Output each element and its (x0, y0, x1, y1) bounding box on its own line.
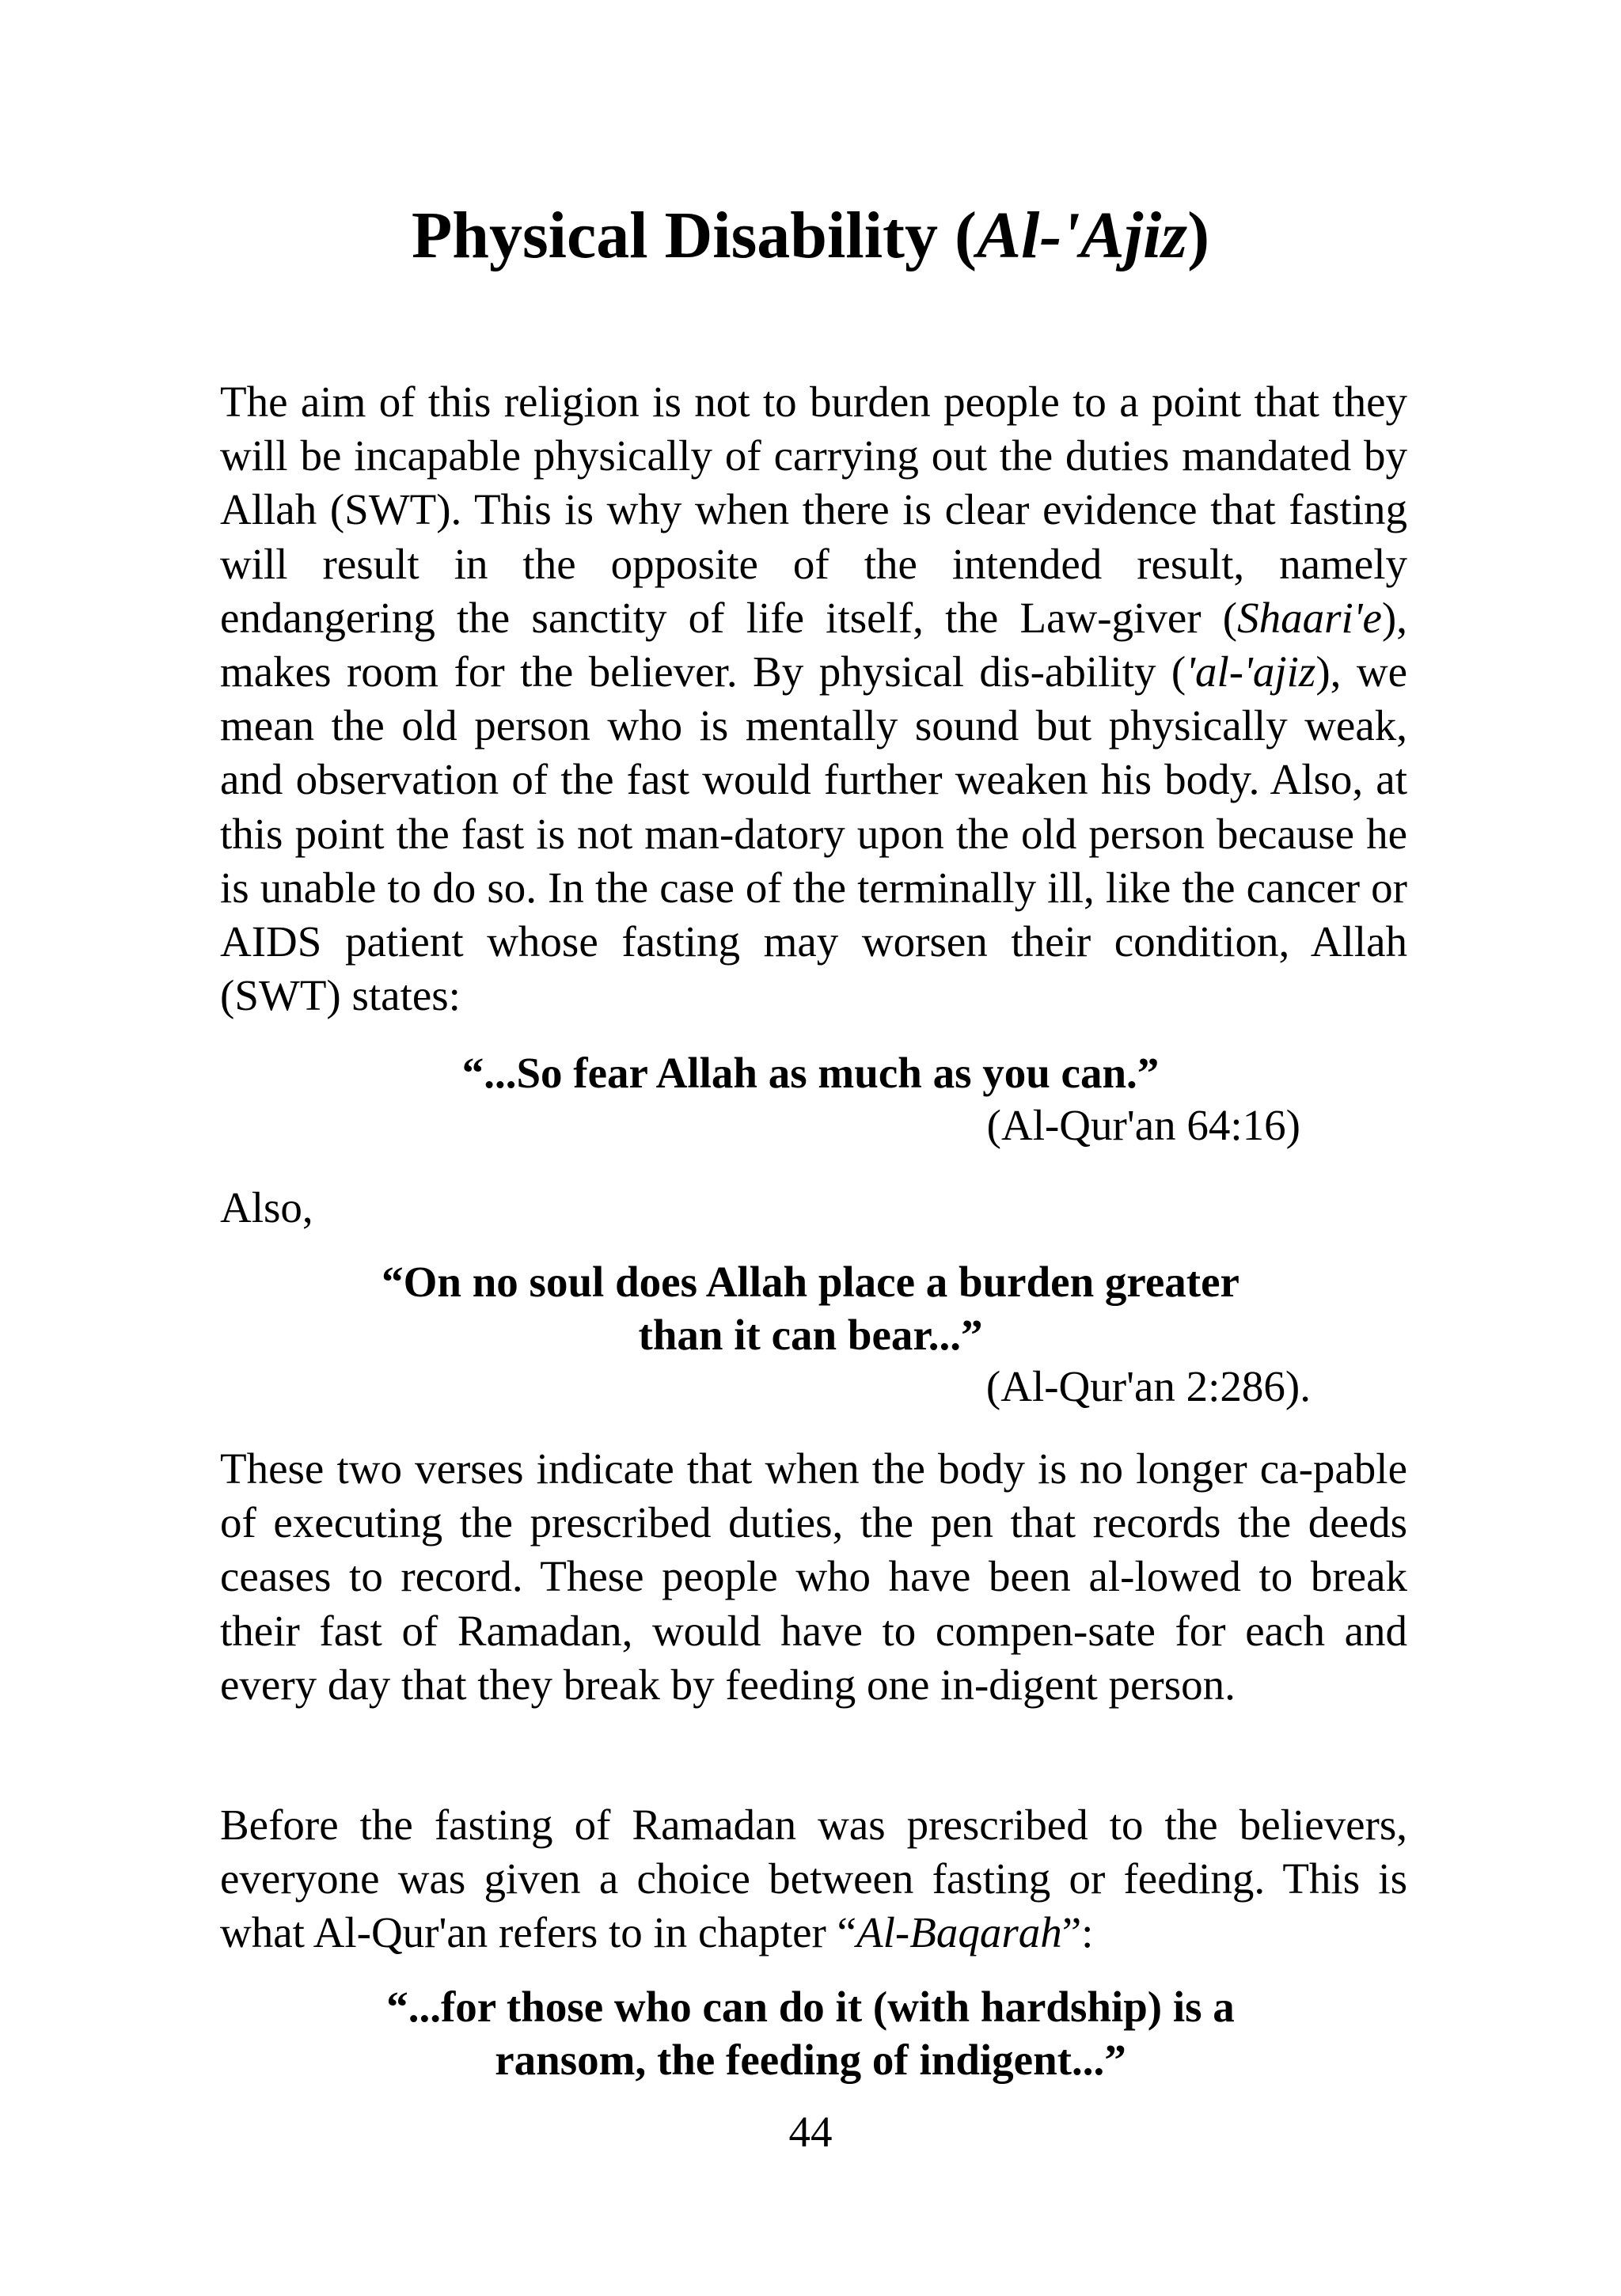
paragraph-intro-text-2: ), makes room for the believer. By physical dis-ability ( (220, 593, 1407, 696)
quran-quote-3-line-1: “...for those who can do it (with hardship) is a (386, 1983, 1235, 2031)
title-close: ) (1187, 199, 1210, 272)
quran-quote-2 (0, 1255, 1621, 1361)
paragraph-before-ramadan-text-1: Before the fasting of Ramadan was prescribed to the believers, everyone was given a choice between fasting or feeding. This is what Al-Qur'an refers to in chapter “ (220, 1801, 1407, 1957)
paragraph-before-ramadan (220, 1798, 1407, 1960)
title-italic: Al-'Ajiz (976, 199, 1188, 272)
paragraph-intro-text-1: The aim of this religion is not to burden people to a point that they will be incapable physically of carrying out the duties mandated by Allah (SWT). This is why when there is clear evidence that fasting will result in the opposite of the intended result, namely endangering the sanctity of life itself, the Law-giver ( (220, 378, 1407, 642)
paragraph-before-ramadan-text-2: ”: (1061, 1908, 1094, 1957)
quran-quote-3-line-2: ransom, the feeding of indigent...” (495, 2036, 1126, 2084)
paragraph-intro (220, 375, 1407, 1023)
title-main: Physical Disability ( (411, 199, 977, 272)
paragraph-intro-italic-2: 'al-'ajiz (1186, 647, 1316, 696)
paragraph-before-ramadan-italic: Al-Baqarah (856, 1908, 1062, 1957)
page-number: 44 (788, 2108, 833, 2156)
also-label: Also, (220, 1183, 313, 1231)
quran-reference-2: (Al-Qur'an 2:286). (985, 1362, 1311, 1410)
quran-reference-1: (Al-Qur'an 64:16) (986, 1101, 1300, 1149)
quran-quote-2-line-1: “On no soul does Allah place a burden greater (382, 1258, 1239, 1306)
paragraph-intro-italic-1: Shaari'e (1237, 593, 1382, 642)
quran-quote-3 (0, 1980, 1621, 2086)
quran-quote-2-line-2: than it can bear...” (638, 1311, 983, 1359)
page-title (0, 196, 1621, 275)
paragraph-verses: These two verses indicate that when the body is no longer ca-pable of executing the prescribed duties, the pen that records the deeds ceases to record. These people who have been al-lowed to break their fast of Ramadan, would have to compen-sate for each and every day that they break by feeding one in-digent person. (220, 1444, 1407, 1709)
quran-quote-1: “...So fear Allah as much as you can.” (461, 1049, 1160, 1097)
paragraph-intro-text-3: ), we mean the old person who is mentally sound but physically weak, and observation of the fast would further weaken his body. Also, at this point the fast is not man-datory upon the old person because he is unable to do so. In the case of the terminally ill, like the cancer or AIDS patient whose fasting may worsen their condition, Allah (SWT) states: (220, 647, 1407, 1020)
